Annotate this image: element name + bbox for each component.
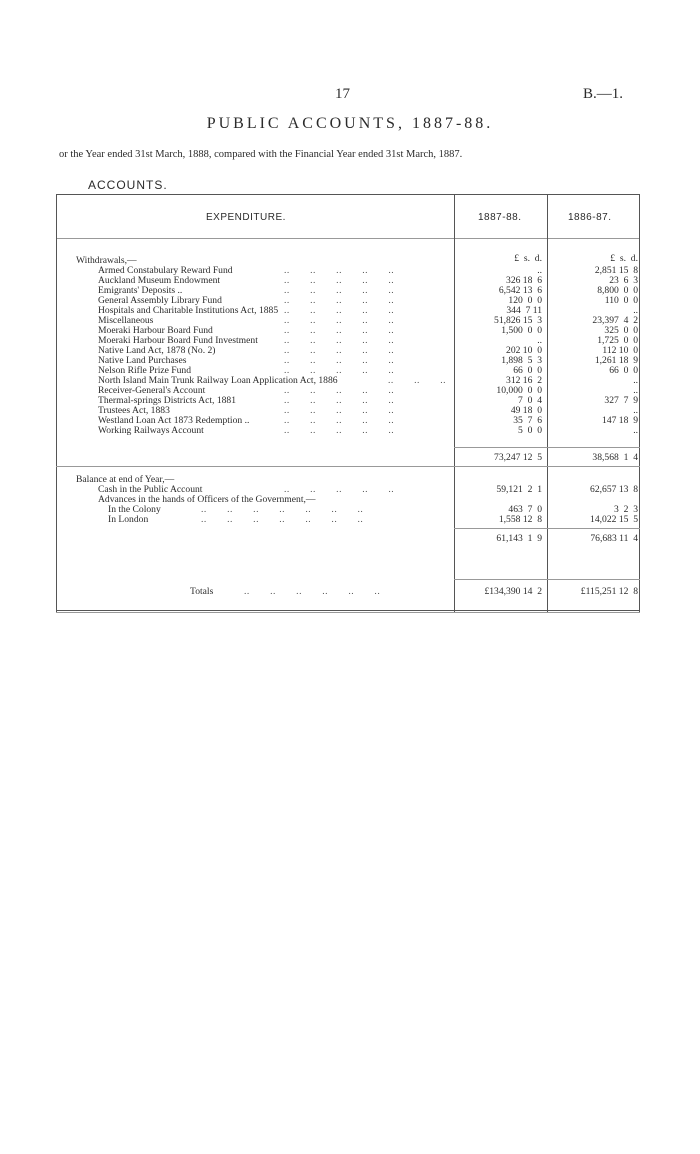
value-1887-88: 344 7 11 — [506, 305, 542, 316]
leader-dots: .. .. .. .. .. — [284, 425, 395, 436]
row-label: Hospitals and Charitable Institutions Act, 1885 — [98, 305, 279, 316]
withdrawals-heading: Withdrawals,— — [76, 255, 137, 266]
row-label: Auckland Museum Endowment — [98, 275, 221, 286]
withdrawals-total-row — [56, 453, 640, 463]
value-1887-88: 202 10 0 — [506, 345, 542, 356]
leader-dots: .. .. .. .. .. — [284, 484, 395, 495]
value-1886-87: .. — [633, 425, 638, 436]
table-bottom-border — [56, 610, 640, 611]
colony-label: In the Colony — [108, 504, 161, 515]
balance-total-1886-87: 76,683 11 4 — [590, 533, 638, 544]
table-top-border — [56, 194, 640, 195]
totals-rule — [454, 579, 640, 580]
leader-dots: .. .. .. .. .. — [284, 325, 395, 336]
row-label: North Island Main Trunk Railway Loan Application Act, 1886 — [98, 375, 338, 386]
row-label: Emigrants' Deposits .. — [98, 285, 183, 296]
value-1887-88: 6,542 13 6 — [498, 285, 542, 296]
value-1887-88: .. — [537, 335, 542, 346]
value-1886-87: 1,261 18 9 — [594, 355, 638, 366]
colony-1887-88: 463 7 0 — [508, 504, 542, 515]
leader-dots: .. .. .. .. .. .. .. — [201, 514, 364, 525]
value-1887-88: 5 0 0 — [518, 425, 542, 436]
row-label: Westland Loan Act 1873 Redemption .. — [98, 415, 250, 426]
value-1886-87: 23 6 3 — [609, 275, 638, 286]
leader-dots: .. .. .. .. .. — [284, 385, 395, 396]
year-1886-87-column-header: 1886-87. — [568, 212, 612, 223]
totals-1887-88: £134,390 14 2 — [484, 586, 542, 597]
value-1887-88: 1,500 0 0 — [501, 325, 542, 336]
section-rule — [56, 466, 640, 467]
withdrawals-total-1887-88: 73,247 12 5 — [494, 452, 542, 463]
value-1887-88: 35 7 6 — [513, 415, 542, 426]
balance-total-row — [56, 534, 640, 544]
table-row — [56, 426, 640, 436]
leader-dots: .. .. .. .. .. — [284, 335, 395, 346]
leader-dots: .. .. .. .. .. — [284, 315, 395, 326]
cash-label: Cash in the Public Account — [98, 484, 203, 495]
leader-dots: .. .. .. .. .. .. .. — [201, 504, 364, 515]
leader-dots: .. .. .. .. .. .. — [244, 586, 381, 597]
value-1887-88: 1,898 5 3 — [501, 355, 542, 366]
value-1886-87: 325 0 0 — [604, 325, 638, 336]
subtotal-rule — [454, 528, 640, 529]
value-1887-88: 51,826 15 3 — [494, 315, 542, 326]
page-subtitle: or the Year ended 31st March, 1888, compared with the Financial Year ended 31st March, 1887. — [59, 149, 463, 160]
subtotal-rule — [454, 447, 640, 448]
leader-dots: .. .. .. .. .. — [284, 395, 395, 406]
value-1887-88: 66 0 0 — [513, 365, 542, 376]
expenditure-column-header: EXPENDITURE. — [206, 212, 286, 223]
value-1887-88: 326 18 6 — [506, 275, 542, 286]
withdrawals-total-1886-87: 38,568 1 4 — [592, 452, 638, 463]
value-1887-88: 7 0 4 — [518, 395, 542, 406]
london-row — [56, 515, 640, 525]
value-1886-87: .. — [633, 305, 638, 316]
row-label: Receiver-General's Account — [98, 385, 206, 396]
row-label: Native Land Purchases — [98, 355, 187, 366]
london-1887-88: 1,558 12 8 — [498, 514, 542, 525]
value-1887-88: .. — [537, 265, 542, 276]
value-1887-88: 120 0 0 — [508, 295, 542, 306]
cash-1887-88: 59,121 2 1 — [496, 484, 542, 495]
leader-dots: .. .. .. .. .. — [284, 275, 395, 286]
header-separator — [56, 238, 640, 239]
london-1886-87: 14,022 15 5 — [590, 514, 638, 525]
value-1886-87: 112 10 0 — [602, 345, 638, 356]
totals-1886-87: £115,251 12 8 — [580, 586, 638, 597]
value-1887-88: 10,000 0 0 — [496, 385, 542, 396]
colony-1886-87: 3 2 3 — [614, 504, 638, 515]
leader-dots: .. .. .. .. .. — [284, 415, 395, 426]
totals-label: Totals — [190, 586, 214, 597]
leader-dots: .. .. .. .. .. — [284, 405, 395, 416]
value-1887-88: 312 16 2 — [506, 375, 542, 386]
balance-heading: Balance at end of Year,— — [76, 474, 175, 485]
year-1887-88-column-header: 1887-88. — [478, 212, 522, 223]
section-title: ACCOUNTS. — [88, 178, 168, 192]
expenditure-table — [56, 194, 640, 612]
row-label: Nelson Rifle Prize Fund — [98, 365, 191, 376]
value-1886-87: 2,851 15 8 — [594, 265, 638, 276]
leader-dots: .. .. .. .. .. — [284, 285, 395, 296]
row-label: Trustees Act, 1883 — [98, 405, 170, 416]
value-1886-87: .. — [633, 385, 638, 396]
value-1886-87: 1,725 0 0 — [597, 335, 638, 346]
value-1886-87: .. — [633, 375, 638, 386]
value-1886-87: .. — [633, 405, 638, 416]
leader-dots: .. .. .. — [388, 375, 446, 386]
value-1886-87: 8,800 0 0 — [597, 285, 638, 296]
document-reference: B.—1. — [583, 86, 624, 102]
advances-heading: Advances in the hands of Officers of the Government,— — [98, 494, 316, 505]
cash-1886-87: 62,657 13 8 — [590, 484, 638, 495]
row-label: Miscellaneous — [98, 315, 154, 326]
page-number: 17 — [335, 86, 350, 102]
currency-units-1887-88: £ s. d. — [514, 253, 542, 264]
table-bottom-double-border — [56, 612, 640, 613]
leader-dots: .. .. .. .. .. — [284, 295, 395, 306]
value-1887-88: 49 18 0 — [510, 405, 542, 416]
leader-dots: .. .. .. .. .. — [284, 305, 395, 316]
leader-dots: .. .. .. .. .. — [284, 355, 395, 366]
row-label: Moeraki Harbour Board Fund — [98, 325, 213, 336]
row-label: Moeraki Harbour Board Fund Investment — [98, 335, 258, 346]
currency-units-1886-87: £ s. d. — [610, 253, 638, 264]
leader-dots: .. .. .. .. .. — [284, 345, 395, 356]
leader-dots: .. .. .. .. .. — [284, 265, 395, 276]
balance-total-1887-88: 61,143 1 9 — [496, 533, 542, 544]
value-1886-87: 110 0 0 — [604, 295, 638, 306]
leader-dots: .. .. .. .. .. — [284, 365, 395, 376]
totals-row — [56, 587, 640, 597]
row-label: Working Railways Account — [98, 425, 204, 436]
row-label: Native Land Act, 1878 (No. 2) — [98, 345, 216, 356]
value-1886-87: 66 0 0 — [609, 365, 638, 376]
row-label: Thermal-springs Districts Act, 1881 — [98, 395, 237, 406]
value-1886-87: 327 7 9 — [604, 395, 638, 406]
row-label: General Assembly Library Fund — [98, 295, 222, 306]
page-title: PUBLIC ACCOUNTS, 1887-88. — [206, 115, 494, 132]
london-label: In London — [108, 514, 149, 525]
value-1886-87: 147 18 9 — [602, 415, 638, 426]
row-label: Armed Constabulary Reward Fund — [98, 265, 233, 276]
value-1886-87: 23,397 4 2 — [592, 315, 638, 326]
